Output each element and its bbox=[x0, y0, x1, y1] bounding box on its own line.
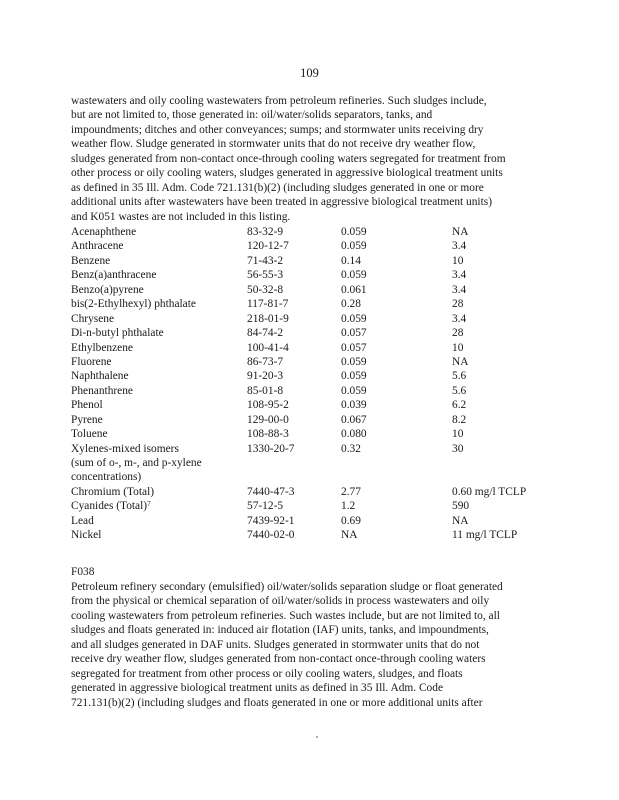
nonwastewater-standard: 3.4 bbox=[452, 283, 467, 296]
cas-number: 129-00-0 bbox=[247, 413, 289, 426]
nonwastewater-standard: 28 bbox=[452, 298, 464, 311]
wastewater-standard: 0.28 bbox=[341, 298, 361, 311]
table-row bbox=[71, 297, 571, 311]
nonwastewater-standard: 3.4 bbox=[452, 269, 467, 282]
nonwastewater-standard: 5.6 bbox=[452, 370, 467, 383]
wastewater-standard: 0.057 bbox=[341, 327, 367, 340]
section-line: and all sludges generated in DAF units. Sludges generated in stormwater units that do not bbox=[71, 638, 480, 651]
intro-line: other process or oily cooling waters, sludges generated in aggressive biological treatment units bbox=[71, 167, 503, 180]
table-row bbox=[71, 384, 571, 398]
table-row bbox=[71, 283, 571, 297]
constituent-name: Benzo(a)pyrene bbox=[71, 283, 144, 296]
section-paragraph bbox=[71, 580, 561, 710]
page-mark bbox=[316, 736, 318, 738]
intro-paragraph bbox=[71, 94, 561, 224]
table-row bbox=[71, 456, 571, 470]
table-row bbox=[71, 268, 571, 282]
wastewater-standard: 0.059 bbox=[341, 226, 367, 238]
cas-number: 7440-02-0 bbox=[247, 529, 295, 542]
constituent-name: Chrysene bbox=[71, 312, 115, 325]
cas-number: 120-12-7 bbox=[247, 240, 289, 253]
cas-number: 86-73-7 bbox=[247, 355, 284, 368]
constituent-name: Phenol bbox=[71, 399, 103, 412]
constituent-name: Lead bbox=[71, 514, 94, 527]
table-row bbox=[71, 442, 571, 456]
table-row bbox=[71, 312, 571, 326]
table-row bbox=[71, 485, 571, 499]
nonwastewater-standard: NA bbox=[452, 355, 469, 368]
table-row bbox=[71, 225, 571, 239]
table-row bbox=[71, 413, 571, 427]
nonwastewater-standard: 11 mg/l TCLP bbox=[452, 529, 518, 542]
constituent-name: Phenanthrene bbox=[71, 384, 133, 397]
wastewater-standard: 0.059 bbox=[341, 240, 367, 253]
table-row bbox=[71, 326, 571, 340]
wastewater-standard: 0.067 bbox=[341, 413, 367, 426]
nonwastewater-standard: 0.60 mg/l TCLP bbox=[452, 485, 527, 498]
nonwastewater-standard: 3.4 bbox=[452, 312, 467, 325]
cas-number: 1330-20-7 bbox=[247, 442, 295, 455]
table-row bbox=[71, 470, 571, 484]
intro-line: but are not limited to, those generated in: oil/water/solids separators, tanks, and bbox=[71, 109, 433, 122]
constituent-name: Naphthalene bbox=[71, 370, 129, 383]
table-row bbox=[71, 499, 571, 513]
wastewater-standard: 0.059 bbox=[341, 312, 367, 325]
constituent-name: Chromium (Total) bbox=[71, 485, 155, 498]
cas-number: 57-12-5 bbox=[247, 500, 284, 513]
section-line: from the physical or chemical separation of oil/water/solids in process wastewaters and oily bbox=[71, 595, 490, 608]
constituent-name: concentrations) bbox=[71, 471, 142, 484]
constituent-name: Di-n-butyl phthalate bbox=[71, 327, 164, 340]
table-row bbox=[71, 514, 571, 528]
wastewater-standard: 0.061 bbox=[341, 283, 367, 296]
wastewater-standard: 0.059 bbox=[341, 370, 367, 383]
constituent-name: Fluorene bbox=[71, 355, 112, 368]
cas-number: 71-43-2 bbox=[247, 254, 284, 267]
wastewater-standard: 2.77 bbox=[341, 485, 361, 498]
table-row bbox=[71, 239, 571, 253]
table-row bbox=[71, 369, 571, 383]
nonwastewater-standard: NA bbox=[452, 514, 469, 527]
nonwastewater-standard: NA bbox=[452, 226, 469, 238]
wastewater-standard: 0.059 bbox=[341, 269, 367, 282]
cas-number: 218-01-9 bbox=[247, 312, 289, 325]
wastewater-standard: 0.14 bbox=[341, 254, 361, 267]
table-row bbox=[71, 341, 571, 355]
constituent-name: Cyanides (Total)$^7$ bbox=[71, 500, 151, 513]
table-row bbox=[71, 355, 571, 369]
constituent-name: Acenaphthene bbox=[71, 226, 137, 238]
constituent-name: Xylenes-mixed isomers bbox=[71, 442, 179, 455]
nonwastewater-standard: 28 bbox=[452, 327, 464, 340]
intro-line: wastewaters and oily cooling wastewaters from petroleum refineries. Such sludges include, bbox=[71, 95, 487, 107]
section-id: F038 bbox=[71, 566, 95, 578]
table-row bbox=[71, 528, 571, 542]
constituent-name: Ethylbenzene bbox=[71, 341, 133, 354]
constituent-name: (sum of o-, m-, and p-xylene bbox=[71, 457, 202, 469]
cas-number: 117-81-7 bbox=[247, 298, 289, 311]
wastewater-standard: 0.69 bbox=[341, 514, 361, 527]
wastewater-standard: NA bbox=[341, 529, 358, 542]
nonwastewater-standard: 5.6 bbox=[452, 384, 467, 397]
wastewater-standard: 0.059 bbox=[341, 355, 367, 368]
cas-number: 108-95-2 bbox=[247, 399, 289, 412]
intro-line: as defined in 35 Ill. Adm. Code 721.131(b)(2) (including sludges generated in one or more bbox=[71, 181, 484, 194]
nonwastewater-standard: 3.4 bbox=[452, 240, 467, 253]
footnote-marker: 7 bbox=[147, 500, 151, 509]
nonwastewater-standard: 6.2 bbox=[452, 399, 467, 412]
cas-number: 83-32-9 bbox=[247, 226, 284, 238]
cas-number: 7440-47-3 bbox=[247, 485, 295, 498]
cas-number: 108-88-3 bbox=[247, 428, 289, 441]
table-row bbox=[71, 427, 571, 441]
constituent-name: Anthracene bbox=[71, 240, 124, 253]
cas-number: 91-20-3 bbox=[247, 370, 284, 383]
wastewater-standard: 1.2 bbox=[341, 500, 356, 513]
nonwastewater-standard: 8.2 bbox=[452, 413, 467, 426]
wastewater-standard: 0.32 bbox=[341, 442, 361, 455]
cas-number: 50-32-8 bbox=[247, 283, 284, 296]
cas-number: 7439-92-1 bbox=[247, 514, 295, 527]
intro-line: sludges generated from non-contact once-through cooling waters segregated for treatment from bbox=[71, 152, 506, 165]
wastewater-standard: 0.039 bbox=[341, 399, 367, 412]
intro-line: and K051 wastes are not included in this listing. bbox=[71, 210, 291, 223]
table-row bbox=[71, 254, 571, 268]
nonwastewater-standard: 10 bbox=[452, 341, 464, 354]
nonwastewater-standard: 10 bbox=[452, 428, 464, 441]
constituent-name: Pyrene bbox=[71, 413, 103, 426]
wastewater-standard: 0.059 bbox=[341, 384, 367, 397]
section-line: sludges and floats generated in: induced air flotation (IAF) units, tanks, and impoundments, bbox=[71, 624, 489, 637]
page-number: 109 bbox=[300, 66, 319, 80]
cas-number: 84-74-2 bbox=[247, 327, 284, 340]
constituent-name: Benzene bbox=[71, 254, 111, 267]
section-line: 721.131(b)(2) (including sludges and floats generated in one or more additional units after bbox=[71, 696, 483, 709]
constituent-name: Nickel bbox=[71, 529, 102, 542]
wastewater-standard: 0.080 bbox=[341, 428, 367, 441]
section-line: generated in aggressive biological treatment units as defined in 35 Ill. Adm. Code bbox=[71, 682, 443, 695]
intro-line: additional units after wastewaters have been treated in aggressive biological treatment units) bbox=[71, 196, 492, 209]
intro-line: weather flow. Sludge generated in stormwater units that do not receive dry weather flow, bbox=[71, 138, 476, 151]
intro-line: impoundments; ditches and other conveyances; sumps; and stormwater units receiving dry bbox=[71, 123, 484, 136]
nonwastewater-standard: 10 bbox=[452, 254, 464, 267]
cas-number: 85-01-8 bbox=[247, 384, 284, 397]
constituent-name: Benz(a)anthracene bbox=[71, 269, 157, 282]
nonwastewater-standard: 30 bbox=[452, 442, 464, 455]
constituent-name: bis(2-Ethylhexyl) phthalate bbox=[71, 298, 196, 311]
section-line: receive dry weather flow, sludges generated from non-contact once-through cooling waters bbox=[71, 653, 486, 666]
constituent-name: Toluene bbox=[71, 428, 108, 441]
constituent-table bbox=[71, 225, 571, 543]
table-row bbox=[71, 398, 571, 412]
section-line: cooling wastewaters from petroleum refineries. Such wastes include, but are not limited to, all bbox=[71, 609, 500, 622]
wastewater-standard: 0.057 bbox=[341, 341, 367, 354]
section-line: segregated for treatment from other process or oily cooling waters, sludges, and floats bbox=[71, 667, 463, 680]
section-line: Petroleum refinery secondary (emulsified) oil/water/solids separation sludge or float generated bbox=[71, 581, 503, 593]
cas-number: 100-41-4 bbox=[247, 341, 289, 354]
nonwastewater-standard: 590 bbox=[452, 500, 470, 513]
cas-number: 56-55-3 bbox=[247, 269, 284, 282]
